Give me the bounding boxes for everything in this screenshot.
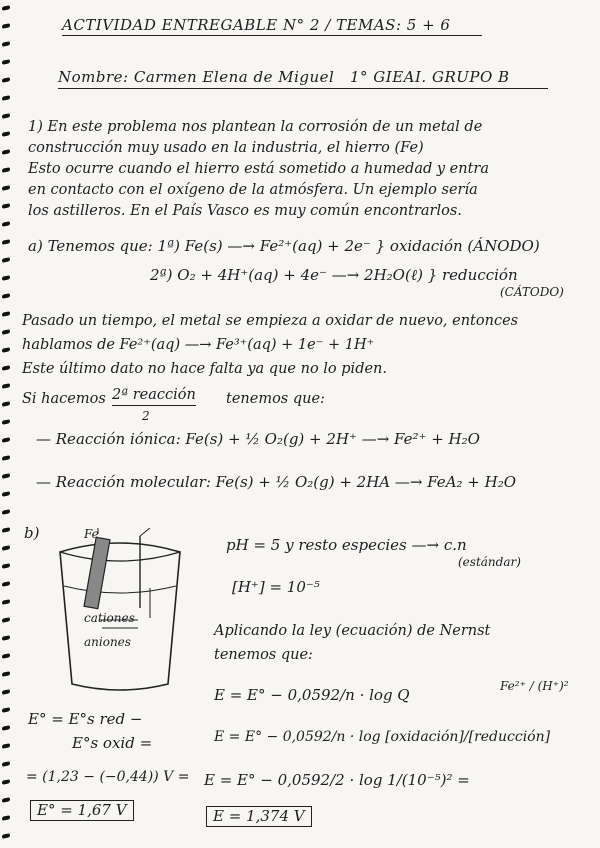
h-concentration: [H⁺] = 10⁻⁵ xyxy=(232,578,320,596)
intro-line-1: 1) En este problema nos plantean la corrosión de un metal de xyxy=(28,119,483,135)
nernst-eq-2: E = E° − 0,0592/n · log [oxidación]/[reducción] xyxy=(214,729,551,745)
reaction-oxidation: a) Tenemos que: 1ª) Fe(s) —→ Fe²⁺(aq) + 2e⁻ } oxidación (ÁNODO) xyxy=(28,237,540,255)
ph-line: pH = 5 y resto especies —→ c.n xyxy=(226,536,467,554)
notebook-spiral xyxy=(0,0,14,848)
spiral-ring xyxy=(2,491,10,497)
spiral-ring xyxy=(2,311,10,317)
spiral-ring xyxy=(2,383,10,389)
e0-result: E° = 1,67 V xyxy=(30,800,134,821)
spiral-ring xyxy=(2,509,10,515)
spiral-ring xyxy=(2,797,10,803)
spiral-ring xyxy=(2,527,10,533)
spiral-ring xyxy=(2,221,10,227)
nernst-line-1: Aplicando la ley (ecuación) de Nernst xyxy=(214,623,491,639)
spiral-ring xyxy=(2,779,10,785)
cathode-label: (CÁTODO) xyxy=(500,285,564,299)
spiral-ring xyxy=(2,41,10,47)
student-name: Nombre: Carmen Elena de Miguel xyxy=(58,68,335,86)
spiral-ring xyxy=(2,545,10,551)
spiral-ring xyxy=(2,185,10,191)
spiral-ring xyxy=(2,689,10,695)
part-a-line-6d: tenemos que: xyxy=(226,391,325,407)
fraction-numerator: 2ª reacción xyxy=(112,388,196,406)
spiral-ring xyxy=(2,5,10,11)
spiral-ring xyxy=(2,653,10,659)
spiral-ring xyxy=(2,149,10,155)
spiral-ring xyxy=(2,77,10,83)
spiral-ring xyxy=(2,563,10,569)
intro-line-2: construcción muy usado en la industria, el hierro (Fe) xyxy=(28,140,424,156)
spiral-ring xyxy=(2,329,10,335)
spiral-ring xyxy=(2,617,10,623)
intro-line-4: en contacto con el oxígeno de la atmósfera. Un ejemplo sería xyxy=(28,182,478,198)
nernst-eq-1: E = E° − 0,0592/n · log Q xyxy=(214,686,410,704)
spiral-ring xyxy=(2,23,10,29)
ionic-reaction: — Reacción iónica: Fe(s) + ½ O₂(g) + 2H⁺ —→ Fe²⁺ + H₂O xyxy=(36,430,480,448)
spiral-ring xyxy=(2,401,10,407)
part-a-line-6a: Si hacemos xyxy=(22,391,106,407)
side-note: Fe²⁺ / (H⁺)² xyxy=(500,679,569,693)
reaction-reduction: 2ª) O₂ + 4H⁺(aq) + 4e⁻ —→ 2H₂O(ℓ) } reducción xyxy=(150,266,518,284)
spiral-ring xyxy=(2,347,10,353)
spiral-ring xyxy=(2,473,10,479)
fraction-denominator: 2 xyxy=(142,409,150,423)
spiral-ring xyxy=(2,131,10,137)
spiral-ring xyxy=(2,743,10,749)
spiral-ring xyxy=(2,257,10,263)
spiral-ring xyxy=(2,365,10,371)
spiral-ring xyxy=(2,275,10,281)
spiral-ring xyxy=(2,761,10,767)
spiral-ring xyxy=(2,95,10,101)
nernst-eq-3: E = E° − 0,0592/2 · log 1/(10⁻⁵)² = xyxy=(204,771,470,789)
spiral-ring xyxy=(2,833,10,839)
final-result: E = 1,374 V xyxy=(206,806,312,827)
molecular-reaction: — Reacción molecular: Fe(s) + ½ O₂(g) + 2HA —→ FeA₂ + H₂O xyxy=(36,473,517,491)
spiral-ring xyxy=(2,59,10,65)
e0-line-1: E° = E°s red − xyxy=(28,710,143,728)
spiral-ring xyxy=(2,635,10,641)
spiral-ring xyxy=(2,815,10,821)
spiral-ring xyxy=(2,437,10,443)
spiral-ring xyxy=(2,203,10,209)
spiral-ring xyxy=(2,167,10,173)
part-b-label: b) xyxy=(24,524,40,542)
spiral-ring xyxy=(2,293,10,299)
spiral-ring xyxy=(2,419,10,425)
beaker-fe-label: Fe xyxy=(84,527,99,541)
page-title: ACTIVIDAD ENTREGABLE N° 2 / TEMAS: 5 + 6 xyxy=(62,18,482,36)
name-underline xyxy=(58,88,548,89)
e0-line-2: E°s oxid = xyxy=(72,734,153,752)
spiral-ring xyxy=(2,707,10,713)
part-a-line-4: hablamos de Fe²⁺(aq) —→ Fe³⁺(aq) + 1e⁻ + 1H⁺ xyxy=(22,337,375,353)
nernst-line-2: tenemos que: xyxy=(214,647,313,663)
estandar-label: (estándar) xyxy=(458,555,521,569)
spiral-ring xyxy=(2,239,10,245)
beaker-cations-label: cationes xyxy=(84,611,135,625)
student-group: 1° GIEAI. GRUPO B xyxy=(350,68,510,86)
spiral-ring xyxy=(2,455,10,461)
spiral-ring xyxy=(2,725,10,731)
spiral-ring xyxy=(2,671,10,677)
spiral-ring xyxy=(2,113,10,119)
part-a-line-3: Pasado un tiempo, el metal se empieza a oxidar de nuevo, entonces xyxy=(22,313,519,329)
beaker-anions-label: aniones xyxy=(84,635,131,649)
intro-line-3: Esto ocurre cuando el hierro está sometido a humedad y entra xyxy=(28,161,489,177)
e0-line-3: = (1,23 − (−0,44)) V = xyxy=(26,769,190,785)
intro-line-5: los astilleros. En el País Vasco es muy común encontrarlos. xyxy=(28,203,462,219)
spiral-ring xyxy=(2,581,10,587)
part-a-line-5: Este último dato no hace falta ya que no lo piden. xyxy=(22,361,388,377)
spiral-ring xyxy=(2,599,10,605)
